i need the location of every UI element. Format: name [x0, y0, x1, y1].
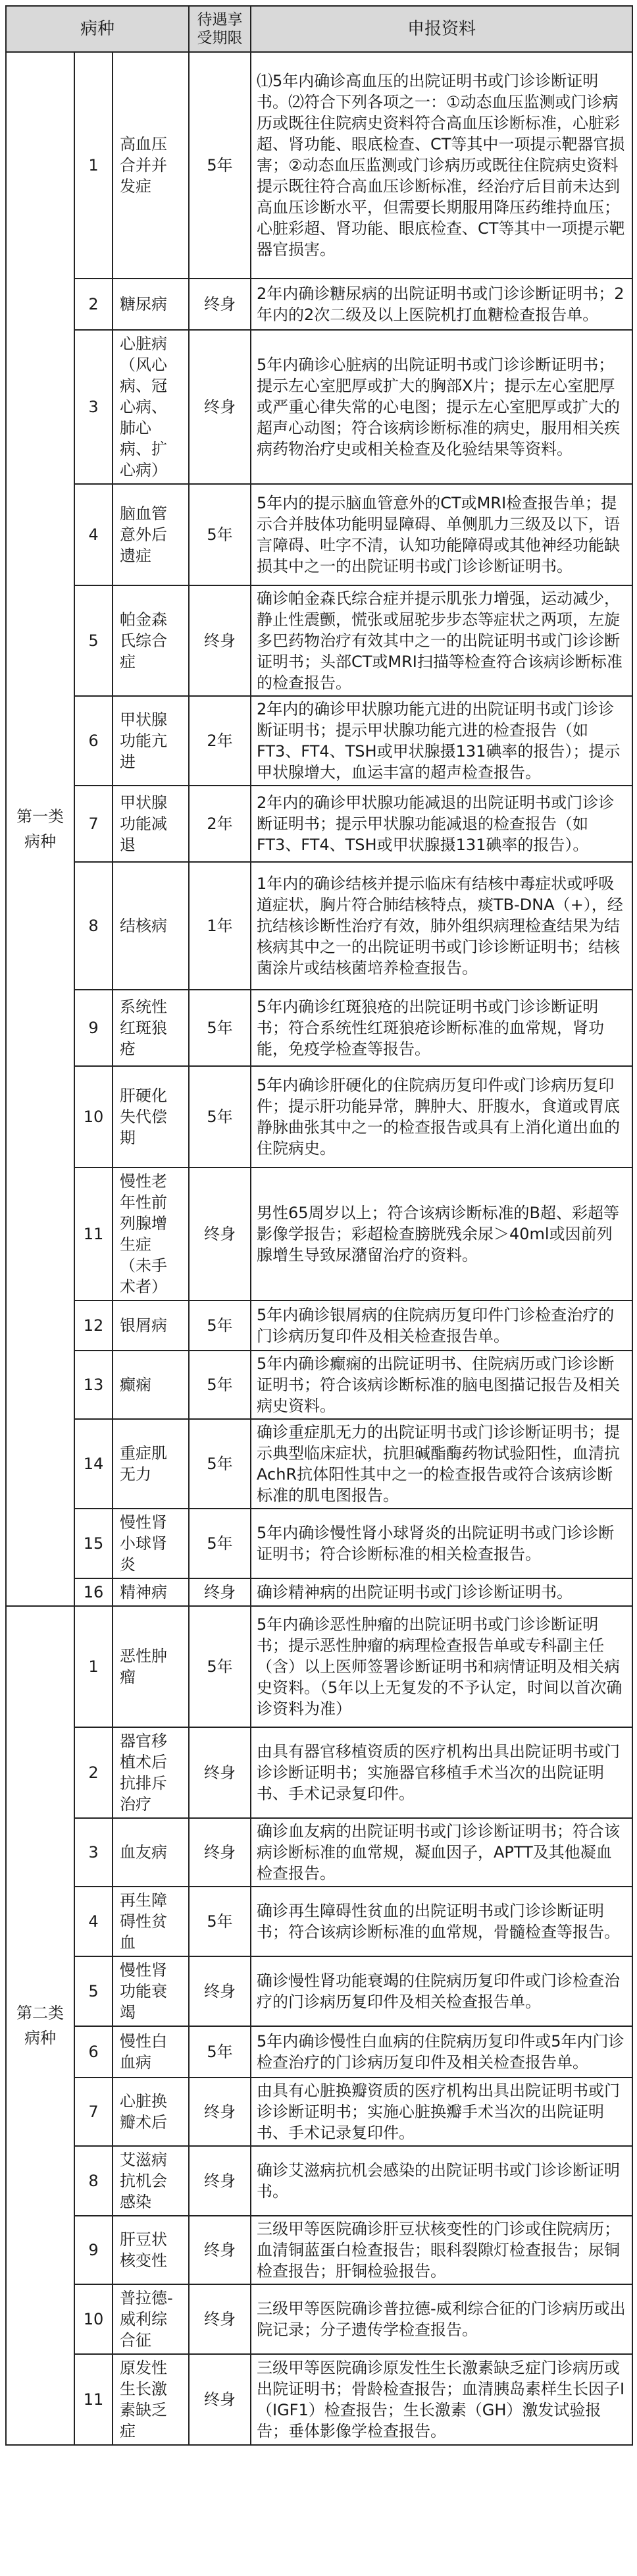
- row-number: 9: [74, 990, 113, 1066]
- benefit-period: 2年: [189, 786, 251, 862]
- table-row: [6, 696, 632, 786]
- application-materials: 5年内的提示脑血管意外的CT或MRI检查报告单；提示合并肢体功能明显障碍、单侧肌力三级及以下，语言障碍、吐字不清，认知功能障碍或其他神经功能缺损其中之一的出院证明书或门诊诊断证明书。: [251, 484, 632, 585]
- application-materials: 2年内确诊糖尿病的出院证明书或门诊诊断证明书；2年内的2次二级及以上医院机打血糖检查报告单。: [251, 279, 632, 330]
- benefit-period: 5年: [189, 1301, 251, 1351]
- row-number: 8: [74, 2146, 113, 2216]
- table-header-row: [6, 6, 632, 52]
- benefit-period: 终身: [189, 1727, 251, 1818]
- header-period: 待遇享受期限: [189, 6, 251, 52]
- table-row: [6, 1727, 632, 1818]
- table-row: [6, 1167, 632, 1301]
- benefit-period: 5年: [189, 990, 251, 1066]
- benefit-period: 终身: [189, 2146, 251, 2216]
- application-materials: 5年内确诊癫痫的出院证明书、住院病历或门诊诊断证明书；符合该病诊断标准的脑电图描记报告及相关病史资料。: [251, 1351, 632, 1419]
- row-number: 16: [74, 1578, 113, 1606]
- disease-name: 甲状腺功能亢进: [113, 696, 189, 786]
- application-materials: 2年内的确诊甲状腺功能减退的出院证明书或门诊诊断证明书；提示甲状腺功能减退的检查报告（如FT3、FT4、TSH或甲状腺摄131碘率的报告）。: [251, 786, 632, 862]
- table-row: [6, 990, 632, 1066]
- application-materials: 5年内确诊心脏病的出院证明书或门诊诊断证明书；提示左心室肥厚或扩大的胸部X片；提示左心室肥厚或严重心律失常的心电图；提示左心室肥厚或扩大的超声心动图；符合该病诊断标准的病史，服用相关疾病药物治疗史或相关检查及化验结果等资料。: [251, 330, 632, 484]
- table-row: [6, 1956, 632, 2026]
- row-number: 11: [74, 2354, 113, 2445]
- table-row: [6, 1066, 632, 1167]
- benefit-period: 终身: [189, 2354, 251, 2445]
- table-row: [6, 2216, 632, 2284]
- disease-name: 重症肌无力: [113, 1419, 189, 1509]
- table-row: [6, 2026, 632, 2078]
- application-materials: 5年内确诊慢性白血病的住院病历复印件或5年内门诊检查治疗的门诊病历复印件及相关检查报告单。: [251, 2026, 632, 2078]
- table-row: [6, 2146, 632, 2216]
- application-materials: 5年内确诊慢性肾小球肾炎的出院证明书或门诊诊断证明书；符合诊断标准的相关检查报告。: [251, 1509, 632, 1578]
- application-materials: 5年内确诊肝硬化的住院病历复印件或门诊病历复印件；提示肝功能异常，脾肿大、肝腹水，食道或胃底静脉曲张其中之一的检查报告或具有上消化道出血的住院病史。: [251, 1066, 632, 1167]
- row-number: 13: [74, 1351, 113, 1419]
- disease-materials-table: [5, 5, 633, 2446]
- disease-name: 慢性肾小球肾炎: [113, 1509, 189, 1578]
- disease-name: 原发性生长激素缺乏症: [113, 2354, 189, 2445]
- table-row: [6, 484, 632, 585]
- row-number: 6: [74, 696, 113, 786]
- benefit-period: 5年: [189, 484, 251, 585]
- application-materials: 由具有器官移植资质的医疗机构出具出院证明书或门诊诊断证明书；实施器官移植手术当次的出院证明书、手术记录复印件。: [251, 1727, 632, 1818]
- disease-name: 慢性肾功能衰竭: [113, 1956, 189, 2026]
- application-materials: 确诊艾滋病抗机会感染的出院证明书或门诊诊断证明书。: [251, 2146, 632, 2216]
- row-number: 7: [74, 786, 113, 862]
- row-number: 4: [74, 484, 113, 585]
- table-row: [6, 1509, 632, 1578]
- disease-name: 甲状腺功能减退: [113, 786, 189, 862]
- benefit-period: 终身: [189, 1956, 251, 2026]
- disease-name: 银屑病: [113, 1301, 189, 1351]
- disease-name: 糖尿病: [113, 279, 189, 330]
- header-materials: 申报资料: [251, 6, 632, 52]
- benefit-period: 5年: [189, 1419, 251, 1509]
- table-row: [6, 1419, 632, 1509]
- application-materials: 由具有心脏换瓣资质的医疗机构出具出院证明书或门诊诊断证明书；实施心脏换瓣手术当次的出院证明书、手术记录复印件。: [251, 2078, 632, 2146]
- application-materials: 5年内确诊银屑病的住院病历复印件门诊检查治疗的门诊病历复印件及相关检查报告单。: [251, 1301, 632, 1351]
- disease-name: 脑血管意外后遗症: [113, 484, 189, 585]
- row-number: 10: [74, 2284, 113, 2354]
- benefit-period: 2年: [189, 696, 251, 786]
- table-row: [6, 2284, 632, 2354]
- application-materials: 确诊再生障碍性贫血的出院证明书或门诊诊断证明书；符合该病诊断标准的血常规，骨髓检查等报告。: [251, 1887, 632, 1956]
- benefit-period: 终身: [189, 2078, 251, 2146]
- disease-name: 精神病: [113, 1578, 189, 1606]
- row-number: 14: [74, 1419, 113, 1509]
- table-row: [6, 52, 632, 279]
- category-label: 第一类病种: [6, 52, 74, 1606]
- table-body: [6, 52, 632, 2445]
- benefit-period: 终身: [189, 2216, 251, 2284]
- application-materials: 三级甲等医院确诊原发性生长激素缺乏症门诊病历或出院证明书；骨龄检查报告；血清胰岛素样生长因子Ⅰ（IGF1）检查报告；生长激素（GH）激发试验报告；垂体影像学检查报告。: [251, 2354, 632, 2445]
- application-materials: 确诊慢性肾功能衰竭的住院病历复印件或门诊检查治疗的门诊病历复印件及相关检查报告单。: [251, 1956, 632, 2026]
- row-number: 1: [74, 1606, 113, 1727]
- application-materials: 三级甲等医院确诊肝豆状核变性的门诊或住院病历；血清铜蓝蛋白检查报告；眼科裂隙灯检查报告；尿铜检查报告；肝铜检验报告。: [251, 2216, 632, 2284]
- application-materials: 确诊血友病的出院证明书或门诊诊断证明书；符合该病诊断标准的血常规，凝血因子，APTT及其他凝血检查报告。: [251, 1818, 632, 1887]
- disease-name: 高血压合并并发症: [113, 52, 189, 279]
- disease-name: 结核病: [113, 862, 189, 990]
- benefit-period: 5年: [189, 52, 251, 279]
- benefit-period: 终身: [189, 2284, 251, 2354]
- disease-name: 器官移植术后抗排斥治疗: [113, 1727, 189, 1818]
- benefit-period: 5年: [189, 1606, 251, 1727]
- table-row: [6, 2078, 632, 2146]
- row-number: 8: [74, 862, 113, 990]
- row-number: 12: [74, 1301, 113, 1351]
- row-number: 3: [74, 330, 113, 484]
- benefit-period: 5年: [189, 1509, 251, 1578]
- disease-name: 系统性红斑狼疮: [113, 990, 189, 1066]
- application-materials: 男性65周岁以上；符合该病诊断标准的B超、彩超等影像学报告；彩超检查膀胱残余尿＞40ml或因前列腺增生导致尿潴留治疗的资料。: [251, 1167, 632, 1301]
- table-row: [6, 1818, 632, 1887]
- category-label: 第二类病种: [6, 1606, 74, 2445]
- disease-name: 恶性肿瘤: [113, 1606, 189, 1727]
- row-number: 11: [74, 1167, 113, 1301]
- disease-name: 心脏病（风心病、冠心病、肺心病、扩心病）: [113, 330, 189, 484]
- row-number: 2: [74, 279, 113, 330]
- header-disease: 病种: [6, 6, 189, 52]
- benefit-period: 终身: [189, 1167, 251, 1301]
- benefit-period: 5年: [189, 1066, 251, 1167]
- disease-name: 肝硬化失代偿期: [113, 1066, 189, 1167]
- row-number: 5: [74, 1956, 113, 2026]
- table-row: [6, 330, 632, 484]
- row-number: 15: [74, 1509, 113, 1578]
- disease-name: 血友病: [113, 1818, 189, 1887]
- benefit-period: 终身: [189, 330, 251, 484]
- disease-name: 再生障碍性贫血: [113, 1887, 189, 1956]
- application-materials: 确诊帕金森氏综合症并提示肌张力增强，运动减少，静止性震颤，慌张或屈驼步步态等症状之两项，左旋多巴药物治疗有效其中之一的出院证明书或门诊诊断证明书；头部CT或MRI扫描等检查符合该病诊断标准的检查报告。: [251, 585, 632, 696]
- table-row: [6, 786, 632, 862]
- application-materials: 2年内的确诊甲状腺功能亢进的出院证明书或门诊诊断证明书；提示甲状腺功能亢进的检查报告（如FT3、FT4、TSH或甲状腺摄131碘率的报告）；提示甲状腺增大，血运丰富的超声检查报告。: [251, 696, 632, 786]
- disease-table-page: [5, 5, 632, 2565]
- table-row: [6, 1887, 632, 1956]
- table-row: [6, 585, 632, 696]
- benefit-period: 终身: [189, 1578, 251, 1606]
- row-number: 5: [74, 585, 113, 696]
- application-materials: 5年内确诊恶性肿瘤的出院证明书或门诊诊断证明书；提示恶性肿瘤的病理检查报告单或专科副主任（含）以上医师签署诊断证明书和病情证明及相关病史资料。（5年以上无复发的不予认定，时间以首次确诊资料为准）: [251, 1606, 632, 1727]
- row-number: 4: [74, 1887, 113, 1956]
- table-row: [6, 2354, 632, 2445]
- benefit-period: 5年: [189, 1887, 251, 1956]
- table-row: [6, 1578, 632, 1606]
- row-number: 10: [74, 1066, 113, 1167]
- disease-name: 心脏换瓣术后: [113, 2078, 189, 2146]
- row-number: 3: [74, 1818, 113, 1887]
- row-number: 7: [74, 2078, 113, 2146]
- application-materials: 1年内的确诊结核并提示临床有结核中毒症状或呼吸道症状，胸片符合肺结核特点，痰TB-DNA（+），经抗结核诊断性治疗有效，肺外组织病理检查结果为结核病其中之一的出院证明书或门诊诊断证明书；结核菌涂片或结核菌培养检查报告。: [251, 862, 632, 990]
- row-number: 1: [74, 52, 113, 279]
- disease-name: 普拉德-威利综合征: [113, 2284, 189, 2354]
- row-number: 6: [74, 2026, 113, 2078]
- table-row: [6, 1606, 632, 1727]
- row-number: 9: [74, 2216, 113, 2284]
- disease-name: 慢性老年性前列腺增生症（未手术者）: [113, 1167, 189, 1301]
- table-row: [6, 1351, 632, 1419]
- table-row: [6, 862, 632, 990]
- application-materials: 三级甲等医院确诊普拉德-威利综合征的门诊病历或出院记录；分子遗传学检查报告。: [251, 2284, 632, 2354]
- application-materials: 确诊精神病的出院证明书或门诊诊断证明书。: [251, 1578, 632, 1606]
- benefit-period: 1年: [189, 862, 251, 990]
- application-materials: 5年内确诊红斑狼疮的出院证明书或门诊诊断证明书；符合系统性红斑狼疮诊断标准的血常规，肾功能，免疫学检查等报告。: [251, 990, 632, 1066]
- disease-name: 帕金森氏综合症: [113, 585, 189, 696]
- disease-name: 慢性白血病: [113, 2026, 189, 2078]
- disease-name: 癫痫: [113, 1351, 189, 1419]
- benefit-period: 终身: [189, 1818, 251, 1887]
- benefit-period: 终身: [189, 585, 251, 696]
- row-number: 2: [74, 1727, 113, 1818]
- disease-name: 肝豆状核变性: [113, 2216, 189, 2284]
- benefit-period: 5年: [189, 2026, 251, 2078]
- disease-name: 艾滋病抗机会感染: [113, 2146, 189, 2216]
- benefit-period: 终身: [189, 279, 251, 330]
- application-materials: 确诊重症肌无力的出院证明书或门诊诊断证明书；提示典型临床症状，抗胆碱酯酶药物试验阳性，血清抗AchR抗体阳性其中之一的检查报告或符合该病诊断标准的肌电图报告。: [251, 1419, 632, 1509]
- table-row: [6, 279, 632, 330]
- benefit-period: 5年: [189, 1351, 251, 1419]
- table-row: [6, 1301, 632, 1351]
- application-materials: ⑴5年内确诊高血压的出院证明书或门诊诊断证明书。⑵符合下列各项之一：①动态血压监测或门诊病历或既往住院病史资料符合高血压诊断标准，心脏彩超、肾功能、眼底检查、CT等其中一项提示靶器官损害；②动态血压监测或门诊病历或既往住院病史资料提示既往符合高血压诊断标准，经治疗后目前未达到高血压诊断水平，但需要长期服用降压药维持血压；心脏彩超、肾功能、眼底检查、CT等其中一项提示靶器官损害。: [251, 52, 632, 279]
